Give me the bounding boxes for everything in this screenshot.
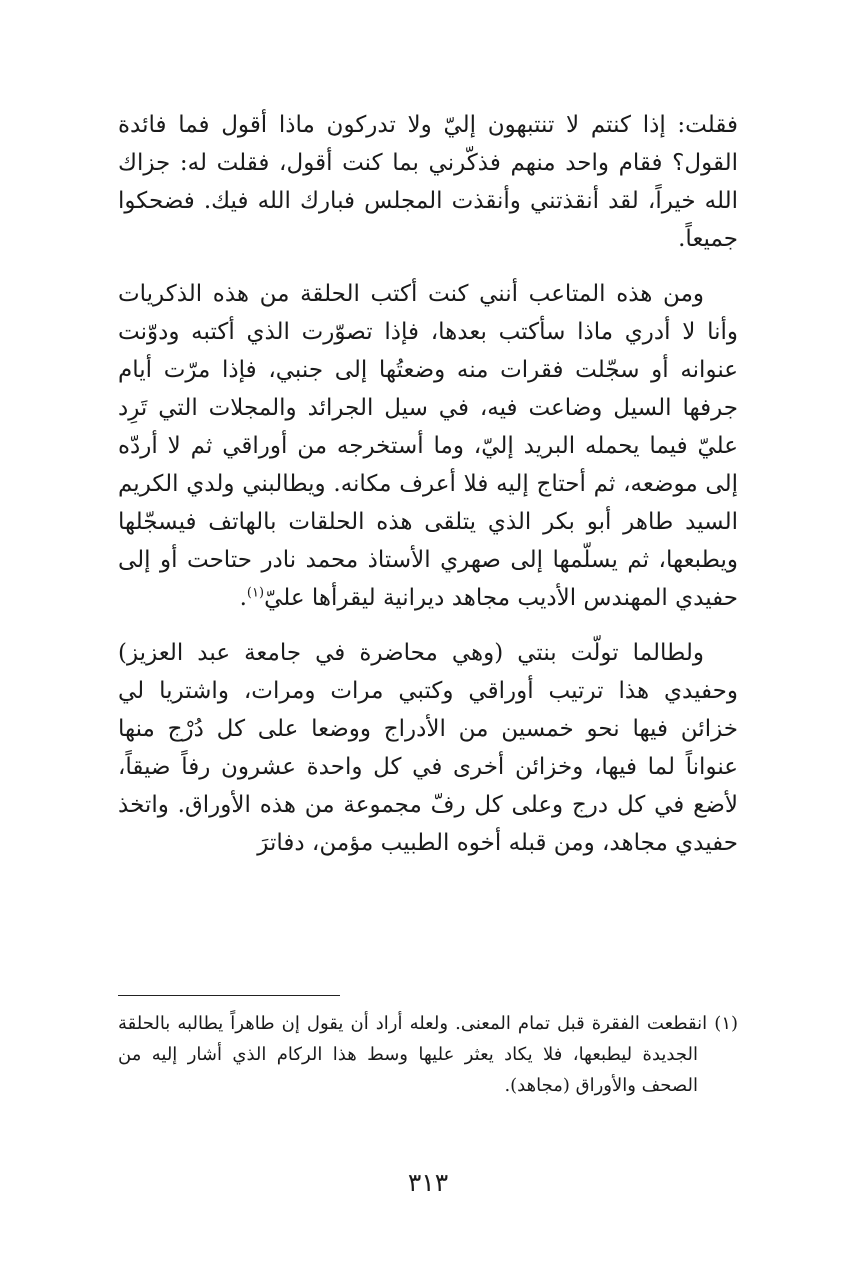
footnote-divider [118,995,340,996]
footnote-marker: (١) [714,1013,739,1034]
footnote-reference[interactable]: (١) [246,585,265,601]
paragraph-2-text: ومن هذه المتاعب أنني كنت أكتب الحلقة من هذه الذكريات وأنا لا أدري ماذا سأكتب بعدها، فإذا تصوّرت الذي أكتبه ودوّنت عنوانه أو سجّلت فقرات منه وضعتُها إلى جنبي، فإذا مرّت أيام جرفها السيل وضاعت فيه، في سيل الجرائد والمجلات التي تَرِد عليّ فيما يحمله البريد إليّ، وما أستخرجه من أوراقي ثم لا أردّه إلى موضعه، ثم أحتاج إليه فلا أعرف مكانه. ويطالبني ولدي الكريم السيد طاهر أبو بكر الذي يتلقى هذه الحلقات بالهاتف فيسجّلها ويطبعها، ثم يسلّمها إلى صهري الأستاذ محمد نادر حتاحت أو إلى حفيدي المهندس الأديب مجاهد ديرانية ليقرأها عليّ [118,281,738,611]
paragraph-2-end: . [239,585,247,611]
paragraph-3: ولطالما تولّت بنتي (وهي محاضرة في جامعة عبد العزيز) وحفيدي هذا ترتيب أوراقي وكتبي مرات ومرات، واشتريا لي خزائن فيها نحو خمسين من الأدراج ووضعا على كل دُرْج منها عنواناً لما فيها، وخزائن أخرى في كل واحدة عشرون رفاً ضيقاً، لأضع في كل درج وعلى كل رفّ مجموعة من هذه الأوراق. واتخذ حفيدي مجاهد، ومن قبله أخوه الطبيب مؤمن، دفاترَ [118,640,738,856]
footnote [118,1008,738,1101]
paragraph-2 [118,275,738,617]
footnote-body [118,1008,738,1101]
page-body [118,106,738,879]
footnote-text: انقطعت الفقرة قبل تمام المعنى. ولعله أراد أن يقول إن طاهراً يطالبه بالحلقة الجديدة ليطبعها، فلا يكاد يعثر عليها وسط هذا الركام الذي أشار إليه من الصحف والأوراق (مجاهد). [118,1013,708,1096]
paragraph-1: فقلت: إذا كنتم لا تنتبهون إليّ ولا تدركون ماذا أقول فما فائدة القول؟ فقام واحد منهم فذكّرني بما كنت أقول، فقلت له: جزاك الله خيراً، لقد أنقذتني وأنقذت المجلس فبارك الله فيك. فضحكوا جميعاً. [118,112,738,252]
page-number: ٣١٣ [407,1168,449,1197]
